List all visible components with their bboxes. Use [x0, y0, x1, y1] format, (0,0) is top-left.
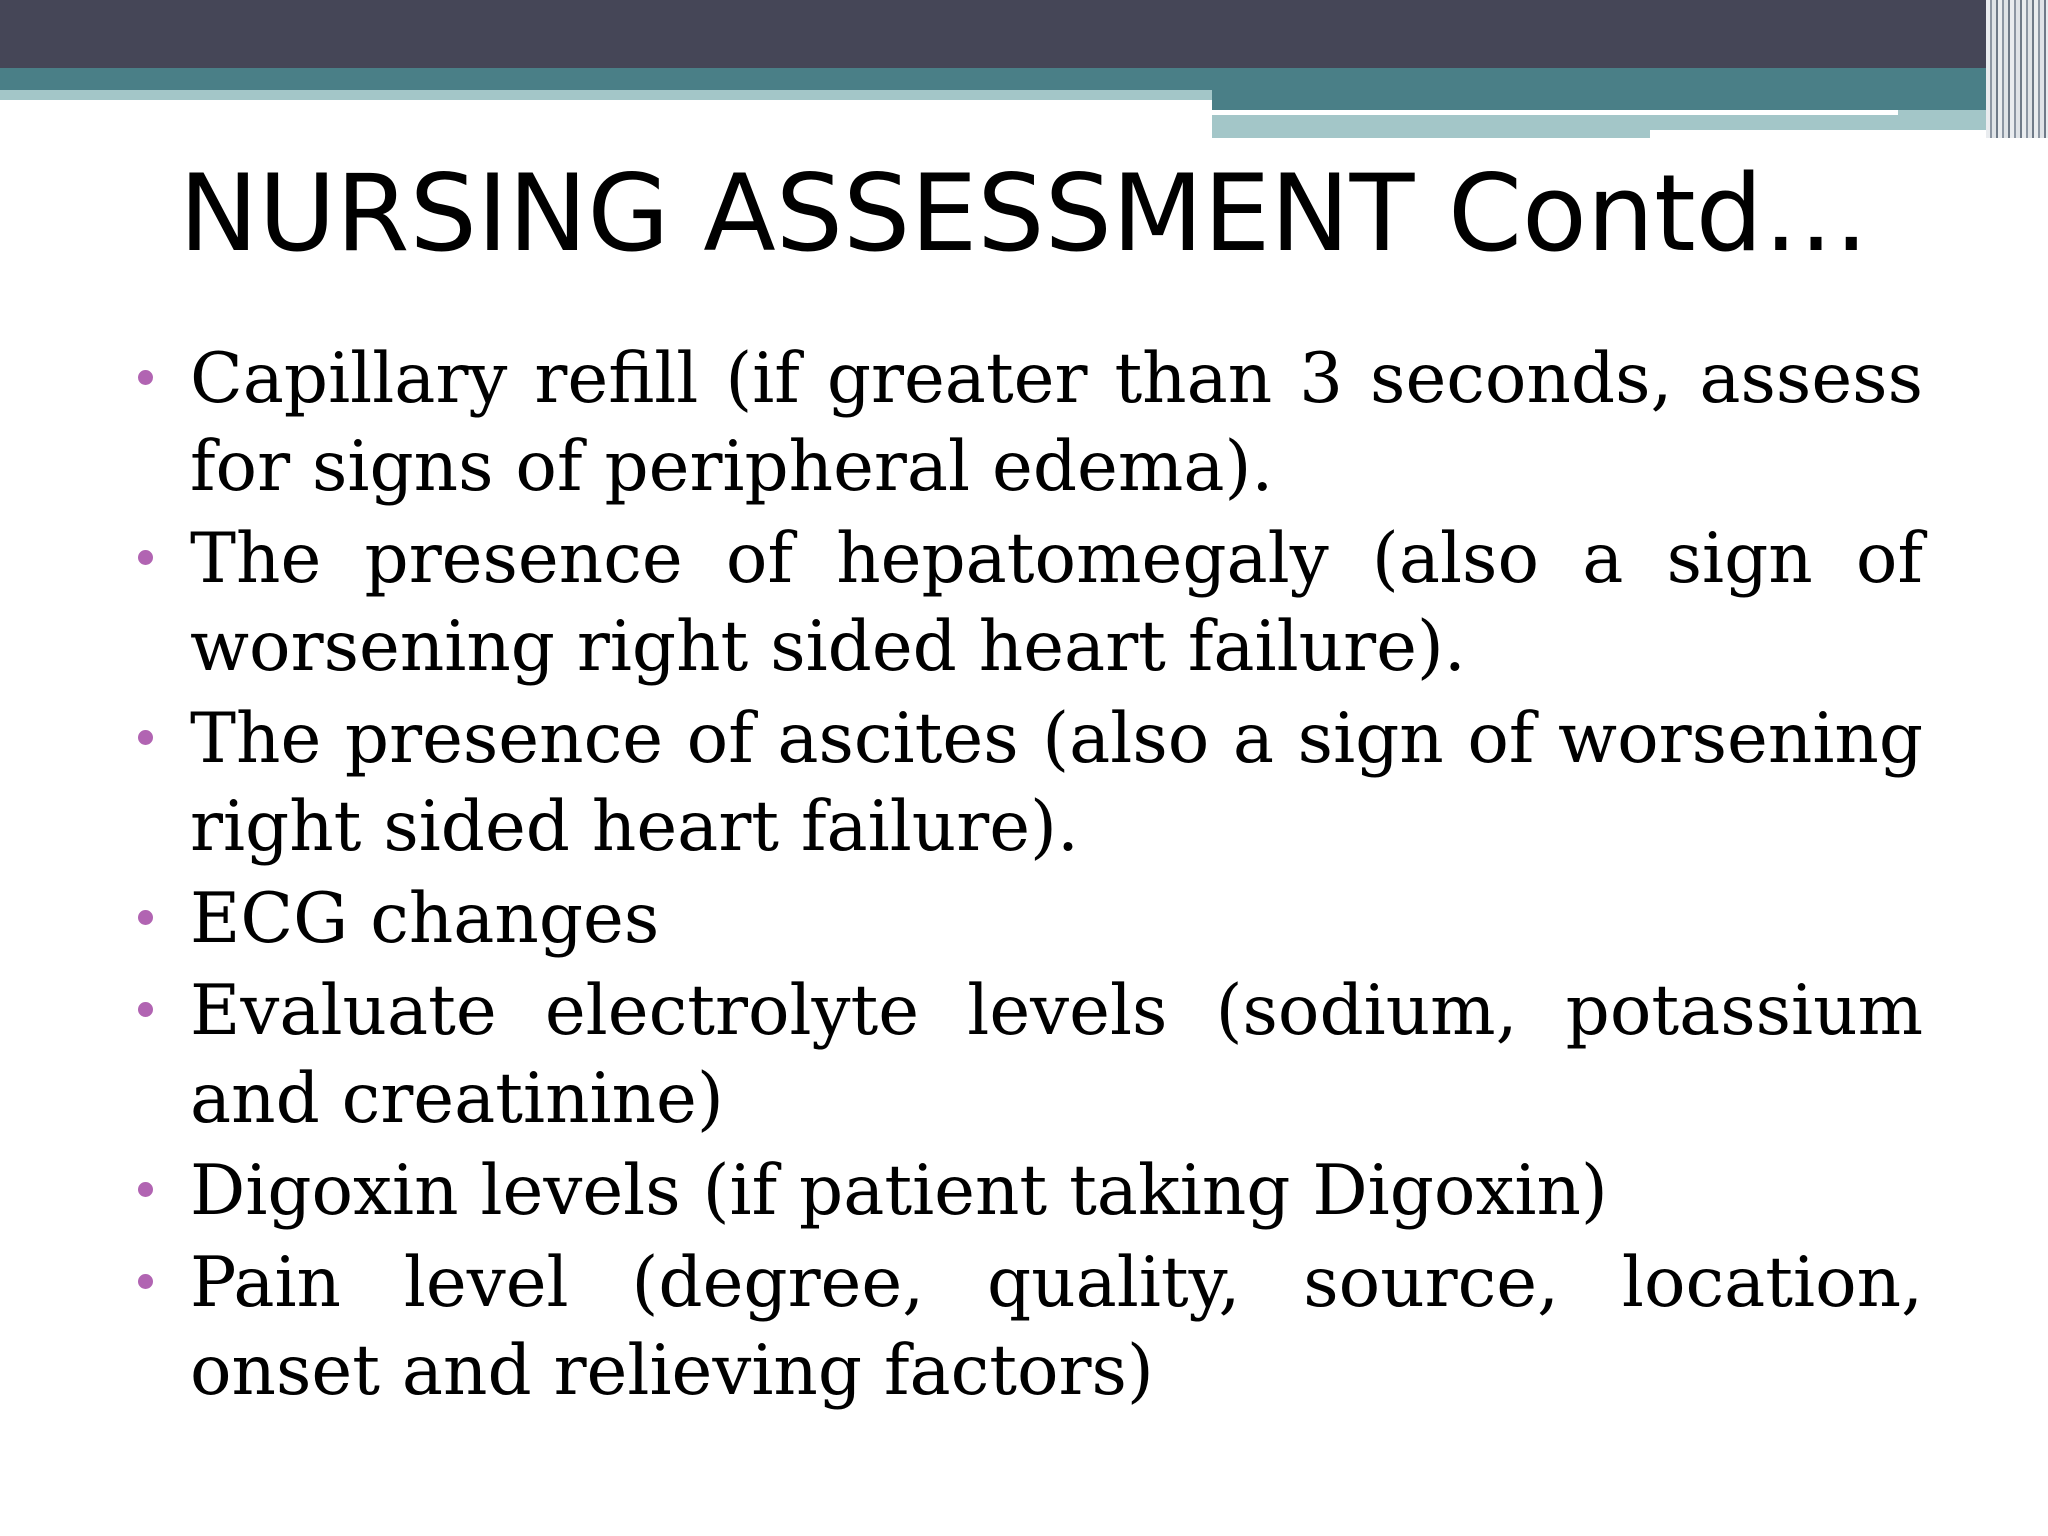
list-item [190, 1239, 1923, 1415]
list-item [190, 335, 1923, 511]
bullet-text: The presence of ascites (also a sign of worsening right sided heart failure). [190, 699, 1923, 867]
list-item [190, 1147, 1923, 1235]
header-dark-band [0, 0, 2048, 68]
bullet-text: The presence of hepatomegaly (also a sign of worsening right sided heart failure). [190, 519, 1923, 687]
bullet-text: ECG changes [190, 879, 660, 959]
slide-title: NURSING ASSESSMENT Contd… [179, 152, 1869, 275]
header-edge-stripes [1986, 0, 2048, 138]
list-item [190, 515, 1923, 691]
bullet-text: Pain level (degree, quality, source, location, onset and relieving factors) [190, 1243, 1923, 1411]
header-teal-extension [1212, 90, 2048, 110]
bullet-text: Evaluate electrolyte levels (sodium, potassium and creatinine) [190, 971, 1923, 1139]
bullet-dot-icon [138, 370, 153, 385]
list-item [190, 695, 1923, 871]
list-item [190, 875, 1923, 963]
header-white-notch [1650, 130, 2020, 138]
bullet-dot-icon [138, 910, 153, 925]
bullet-dot-icon [138, 550, 153, 565]
bullet-dot-icon [138, 1182, 153, 1197]
bullet-dot-icon [138, 1002, 153, 1017]
bullet-dot-icon [138, 730, 153, 745]
bullet-list [190, 335, 1923, 1419]
list-item [190, 967, 1923, 1143]
header-teal-band [0, 68, 2048, 90]
header-light-band-left [0, 90, 1212, 100]
header-white-rule [1212, 110, 1898, 115]
bullet-dot-icon [138, 1274, 153, 1289]
bullet-text: Digoxin levels (if patient taking Digoxin) [190, 1151, 1608, 1231]
bullet-text: Capillary refill (if greater than 3 seconds, assess for signs of peripheral edema). [190, 339, 1923, 507]
